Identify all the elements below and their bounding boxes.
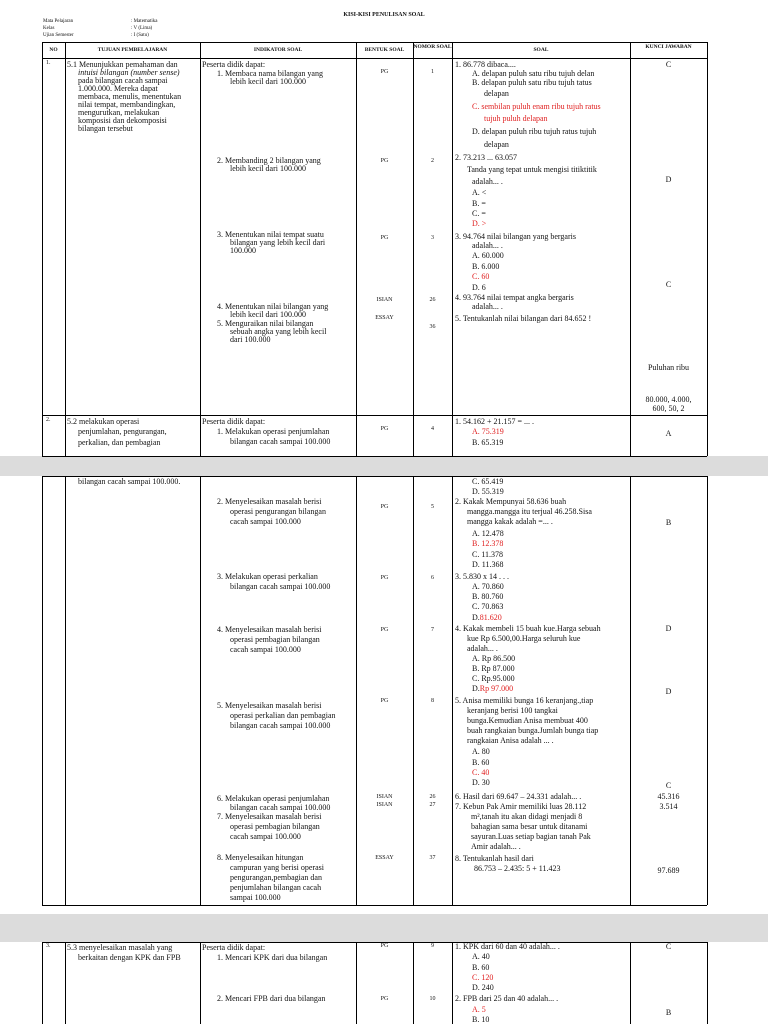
header-tujuan: TUJUAN PEMBELAJARAN [97,47,168,53]
kunci-jawaban: A [665,429,672,438]
header-nomor: NOMOR SOAL [413,44,452,50]
row-number: 3. [46,943,51,949]
nomor-soal: 8 [431,698,434,704]
nomor-soal: 5 [431,504,434,510]
bentuk-soal: PG [380,69,389,75]
bentuk-soal: PG [380,943,389,949]
bentuk-soal: PG [380,158,389,164]
nomor-soal: 37 [429,855,436,861]
header-no: NO [49,47,58,53]
indikator-1: 1. Mencari KPK dari dua bilangan [217,953,328,962]
nomor-soal: 26 [429,297,436,303]
kunci-jawaban: 80.000, 4.000, [645,395,692,404]
bentuk-soal: PG [380,698,389,704]
nomor-soal: 1 [431,69,434,75]
kunci-jawaban: D [665,687,672,696]
bentuk-soal: ESSAY [375,855,394,861]
row-number: 2. [46,417,51,423]
bentuk-soal: PG [380,504,389,510]
row-number: 1. [46,60,51,66]
tujuan-continued: bilangan cacah sampai 100.000. [78,477,181,486]
peserta-label: Peserta didik dapat: [202,417,266,426]
bentuk-soal: ISIAN [376,794,393,800]
indikator-2: 2. Mencari FPB dari dua bilangan [217,994,326,1003]
bentuk-soal: PG [380,426,389,432]
page-gap [0,914,768,942]
nomor-soal: 26 [429,794,436,800]
nomor-soal: 36 [429,324,436,330]
kunci-jawaban: 45.316 [657,792,680,801]
peserta-label: Peserta didik dapat: [202,60,266,69]
kunci-jawaban: C [665,942,672,951]
nomor-soal: 2 [431,158,434,164]
kunci-jawaban: C [665,60,672,69]
bentuk-soal: PG [380,627,389,633]
kunci-jawaban: 97.689 [657,866,680,875]
bentuk-soal: PG [380,996,389,1002]
kunci-jawaban: B [665,1008,672,1017]
kunci-jawaban: 600, 50, 2 [652,404,685,413]
nomor-soal: 9 [431,943,434,949]
meta-info: Mata Pelajaran : Matematika Kelas : V (Lima) Ujian Semester : I (Satu) [43,19,158,38]
kunci-jawaban: 3.514 [659,802,678,811]
bentuk-soal: ESSAY [375,315,394,321]
nomor-soal: 7 [431,627,434,633]
header-bentuk: BENTUK SOAL [364,47,405,53]
header-indikator: INDIKATOR SOAL [253,47,303,53]
document-title: KISI-KISI PENULISAN SOAL [343,12,425,18]
kunci-jawaban: C [665,781,672,790]
nomor-soal: 10 [429,996,436,1002]
kunci-jawaban: C [665,280,672,289]
page-gap [0,456,768,476]
header-soal: SOAL [533,47,549,53]
nomor-soal: 27 [429,802,436,808]
bentuk-soal: PG [380,575,389,581]
soal-6: 6. Hasil dari 69.647 – 24.331 adalah... . [455,792,582,801]
peserta-label: Peserta didik dapat: [202,943,266,952]
nomor-soal: 3 [431,235,434,241]
kunci-jawaban: B [665,518,672,527]
bentuk-soal: ISIAN [376,802,393,808]
soal-5: 5. Tentukanlah nilai bilangan dari 84.652 ! [455,314,592,323]
nomor-soal: 4 [431,426,434,432]
header-kunci: KUNCI JAWABAN [645,44,692,50]
kunci-jawaban: Puluhan ribu [647,363,690,372]
nomor-soal: 6 [431,575,434,581]
kunci-jawaban: D [665,624,672,633]
kunci-jawaban: D [665,175,672,184]
bentuk-soal: ISIAN [376,297,393,303]
bentuk-soal: PG [380,235,389,241]
